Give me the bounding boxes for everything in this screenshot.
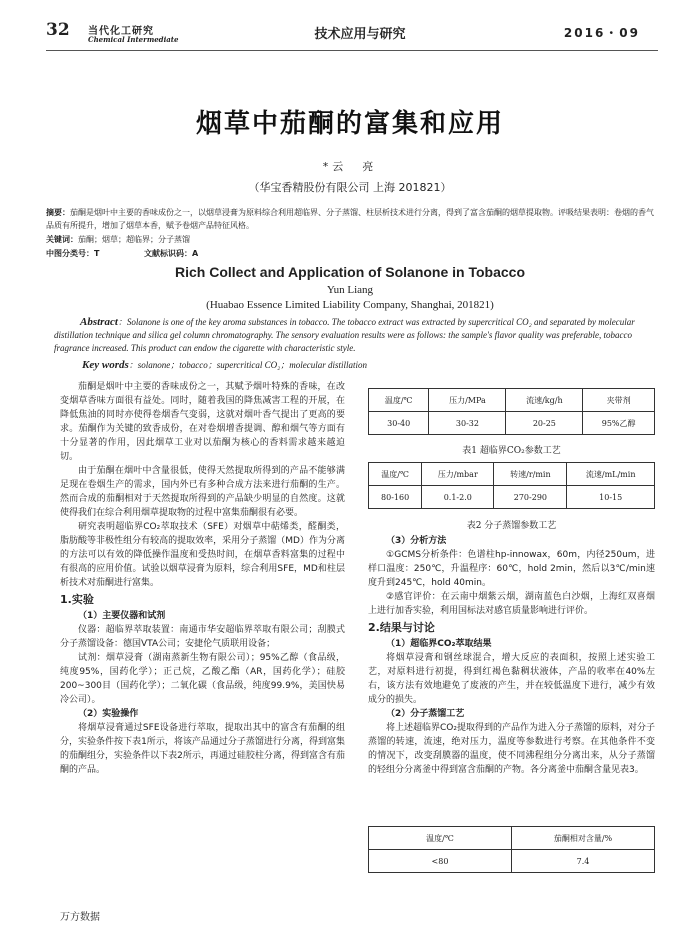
table-row xyxy=(369,850,655,873)
abstract-label: 摘要： xyxy=(46,208,70,217)
table-header-row xyxy=(369,827,655,850)
subsection-heading: （1）主要仪器和试剂 xyxy=(78,611,166,621)
keywords-en xyxy=(82,358,367,371)
abstract-en xyxy=(54,316,660,355)
subsection-heading: （2）实验操作 xyxy=(78,709,139,719)
table-header-cell: 压力/mbar xyxy=(422,463,494,486)
table-cell: 95%乙醇 xyxy=(583,412,655,435)
table-header-cell: 温度/℃ xyxy=(369,827,512,850)
table-cell: 270-290 xyxy=(494,486,567,509)
affiliation: （华宝香精股份有限公司 上海 201821） xyxy=(248,181,452,194)
abstract-text: 茄酮是烟叶中主要的香味成份之一，以烟草浸膏为原料综合利用超临界、分子蒸馏、柱层析技术进行分离，得到了富含茄酮的烟草提取物。评吸结果表明：卷烟的香气品质有所提升，增加了烟草本香，赋予卷烟产品特征风格。 xyxy=(46,208,654,230)
table-header-cell: 流速/mL/min xyxy=(567,463,655,486)
table-cell: 30-32 xyxy=(429,412,506,435)
table-row xyxy=(369,412,655,435)
keywords-zh xyxy=(46,233,658,246)
table-2 xyxy=(368,462,655,509)
reagents-paragraph: 试剂：烟草浸膏（湖南蒸新生物有限公司）；95%乙醇（食品级，纯度95%，国药化学）；正己烷，乙酸乙酯（AR，国药化学）；硅胶200~300目（国药化学）；二氧化碳（食品级，纯度99.9%，美国快易冷公司）。 xyxy=(60,653,345,705)
results-paragraph: 将烟草浸膏和钢丝球混合，增大反应的表面积，按照上述实验工艺，对原料进行初提，得到红褐色黏稠状液体，产品的收率在40%左右，该方法有效地避免了废液的产生，并在较低温度下进行，减少有效成分的损失。 xyxy=(368,653,655,705)
journal-name-en: Chemical Intermediate xyxy=(88,35,179,44)
paper-title: 烟草中茄酮的富集和应用 xyxy=(195,109,504,139)
table-header-cell: 压力/MPa xyxy=(429,389,506,412)
intro-paragraph: 研究表明超临界CO₂萃取技术（SFE）对烟草中萜烯类，醛酮类，脂肪酸等非极性组分有较高的提取效率，采用分子蒸馏（MD）作为分离的方法可以有效的降低操作温度和受热时间，在烟草香料富集的过程中有很高的应用价值。试验以烟草浸膏为原料，综合利用SFE，MD和柱层析技术对茄酮进行富集。 xyxy=(60,522,345,588)
footer-watermark: 万方数据 xyxy=(60,912,100,923)
gcms-paragraph: ①GCMS分析条件：色谱柱hp-innowax，60m，内径250um，进样口温度：250℃，升温程序：60℃，hold 2min，然后以3℃/min速度升到245℃，hold 40min。 xyxy=(368,550,655,588)
section-heading: 1.实验 xyxy=(60,593,94,606)
keywords-en-label: Key words xyxy=(82,359,129,371)
header-divider xyxy=(46,50,658,51)
right-column xyxy=(368,534,655,777)
affiliation-en: (Huabao Essence Limited Liability Company, Shanghai, 201821) xyxy=(206,299,494,311)
keywords-en-text: ：solanone；tobacco；supercritical CO₂；molecular distillation xyxy=(128,360,368,370)
subsection-heading: （2）分子蒸馏工艺 xyxy=(386,709,465,719)
table-header-row xyxy=(369,389,655,412)
table-cell: 7.4 xyxy=(512,850,655,873)
table-header-cell: 夹带剂 xyxy=(583,389,655,412)
table-header-cell: 流速/kg/h xyxy=(506,389,583,412)
keywords-text: 茄酮；烟草；超临界；分子蒸馏 xyxy=(78,235,190,244)
abstract-zh xyxy=(46,206,658,232)
classification xyxy=(46,247,658,260)
clc-value: T xyxy=(94,249,100,258)
table-3 xyxy=(368,826,655,873)
doc-label: 文献标识码： xyxy=(144,249,193,258)
section-title: 技术应用与研究 xyxy=(314,27,406,42)
abstract-en-text: ：Solanone is one of the key aroma substances in tobacco. The tobacco extract was extracted by supercritical CO₂ and separated by molecular distillation technique and silica gel column chromatography. The sensory evaluation results were as follows: the sample's flavor quality was preferable, tobacco fragrance increased. This product can endow the cigarette with characteristic style. xyxy=(54,317,635,353)
table-header-cell: 茄酮相对含量/% xyxy=(512,827,655,850)
table-2-caption: 表2 分子蒸馏参数工艺 xyxy=(466,521,557,531)
paper-title-en: Rich Collect and Application of Solanone in Tobacco xyxy=(174,264,526,280)
clc-label: 中图分类号： xyxy=(46,249,94,258)
doc-value: A xyxy=(192,249,199,258)
intro-paragraph: 由于茄酮在烟叶中含量很低，使得天然提取所得到的产品不能够满足现在卷烟生产的需求，国内外已有多种合成方法来进行茄酮的生产。然而合成的茄酮相对于天然提取所得到的产品缺少明显的自然度。这就使得我们在综合利用烟草提取物的过程中富集茄酮很有必要。 xyxy=(60,466,345,518)
intro-paragraph: 茄酮是烟叶中主要的香味成份之一，其赋予烟叶特殊的香味，在改变烟草香味方面很有益处。同时，随着我国的降焦减害工程的开展，在降低焦油的同时亦使得卷烟香气变弱，这就对烟叶香气提出了更高的要求。茄酮作为关键的致香成份，在对卷烟增香提调、醇和烟气等方面有十分显著的作用，因此烟草工业对以茄酮为核心的香料需求越来越迫切。 xyxy=(60,382,345,462)
table-header-cell: 转速/r/min xyxy=(494,463,567,486)
table-cell: <80 xyxy=(369,850,512,873)
section-heading: 2.结果与讨论 xyxy=(368,621,435,634)
subsection-heading: （1）超临界CO₂萃取结果 xyxy=(386,639,492,649)
keywords-label: 关键词： xyxy=(46,235,78,244)
table-cell: 30-40 xyxy=(369,412,429,435)
table-header-cell: 温度/℃ xyxy=(369,389,429,412)
left-column xyxy=(60,380,345,777)
operation-paragraph: 将烟草浸膏通过SFE设备进行萃取，提取出其中的富含有茄酮的组分，实验条件按下表1所示，将该产品通过分子蒸馏进行分离，得到富集的茄酮组分，实验条件以下表2所示，再通过硅胶柱分离，得到富含有茄酮的产品。 xyxy=(60,723,345,775)
author-en: Yun Liang xyxy=(326,284,374,296)
journal-name: 当代化工研究 xyxy=(88,26,154,37)
table-cell: 10-15 xyxy=(567,486,655,509)
table-header-cell: 温度/℃ xyxy=(369,463,422,486)
author: *云 亮 xyxy=(322,160,378,173)
table-header-row xyxy=(369,463,655,486)
page-number: 32 xyxy=(46,20,70,40)
table-cell: 80-160 xyxy=(369,486,422,509)
table-cell: 20-25 xyxy=(506,412,583,435)
sensory-paragraph: ②感官评价：在云南中烟紫云烟，湖南蓝色白沙烟，上海红双喜烟上进行加香实验，利用国标法对感官质量影响进行评价。 xyxy=(368,592,655,616)
table-1-caption: 表1 超临界CO₂参数工艺 xyxy=(462,446,561,456)
table-row xyxy=(369,486,655,509)
results-paragraph: 将上述超临界CO₂提取得到的产品作为进入分子蒸馏的原料，对分子蒸馏的转速，流速，绝对压力，温度等参数进行考察。在其他条件不变的情况下，改变刮膜器的温度，使不同沸程组分分离出来，从分子蒸馏的轻组分分离釜中得到富含茄酮的产物。各分离釜中茄酮含量见表3。 xyxy=(368,723,655,775)
issue-date: 2016・09 xyxy=(563,26,640,40)
table-1 xyxy=(368,388,655,435)
abstract-en-label: Abstract xyxy=(80,316,118,328)
instruments-paragraph: 仪器：超临界萃取装置：南通市华安超临界萃取有限公司；刮膜式分子蒸馏设备：德国VTA公司；安捷伦气质联用设备； xyxy=(60,625,345,649)
table-cell: 0.1-2.0 xyxy=(422,486,494,509)
subsection-heading: （3）分析方法 xyxy=(386,536,447,546)
